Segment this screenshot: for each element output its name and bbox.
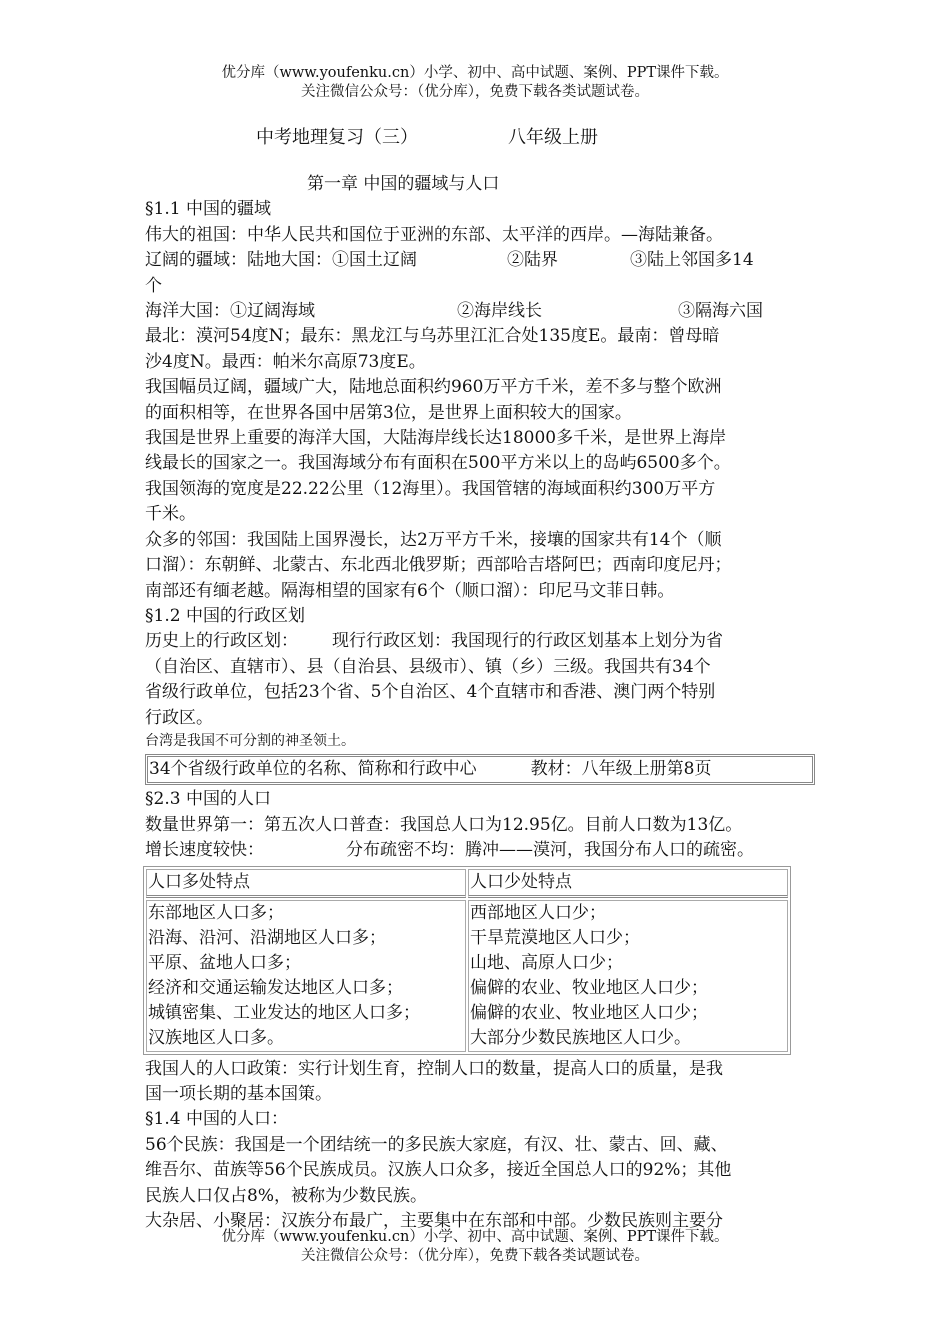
table-cell: 山地、高原人口少；	[470, 952, 623, 973]
paragraph: 行政区。	[145, 707, 213, 728]
paragraph: 千米。	[145, 504, 196, 525]
paragraph: 我国是世界上重要的海洋大国，大陆海岸线长达18000多千米，是世界上海岸	[145, 428, 727, 449]
paragraph: 我国幅员辽阔，疆域广大，陆地总面积约960万平方千米，差不多与整个欧洲	[145, 377, 722, 398]
paragraph: 我国人的人口政策：实行计划生育，控制人口的数量，提高人口的质量，是我	[145, 1058, 723, 1079]
reference-box-source: 教材：八年级上册第8页	[530, 758, 712, 779]
paragraph: 我国领海的宽度是22.22公里（12海里）。我国管辖的海域面积约300万平方	[145, 478, 716, 499]
paragraph: 增长速度较快： 分布疏密不均：腾冲——漠河，我国分布人口的疏密。	[145, 840, 754, 861]
title-grade: 八年级上册	[508, 127, 598, 148]
paragraph: 数量世界第一：第五次人口普查：我国总人口为12.95亿。目前人口数为13亿。	[145, 814, 743, 835]
table-col-sparse	[468, 900, 788, 1052]
page-header	[0, 64, 950, 102]
table-col-dense	[146, 900, 466, 1052]
table-cell: 干旱荒漠地区人口少；	[470, 927, 640, 948]
section-heading-2-3: §2.3 中国的人口	[145, 789, 271, 810]
page-footer	[0, 1228, 950, 1266]
paragraph: 最北：漠河54度N；最东：黑龙江与乌苏里江汇合处135度E。最南：曾母暗	[145, 326, 720, 347]
paragraph: 南部还有缅老越。隔海相望的国家有6个（顺口溜）：印尼马文菲日韩。	[145, 580, 675, 601]
section-heading-1-4: §1.4 中国的人口：	[145, 1109, 288, 1130]
section-heading-1-1: §1.1 中国的疆域	[145, 199, 271, 220]
paragraph: 众多的邻国：我国陆上国界漫长，达2万平方千米，接壤的国家共有14个（顺	[145, 529, 722, 550]
header-line-1: 优分库（www.youfenku.cn）小学、初中、高中试题、案例、PPT课件下载。	[221, 65, 729, 81]
paragraph: 维吾尔、苗族等56个民族成员。汉族人口众多，接近全国总人口的92%；其他	[145, 1160, 732, 1181]
paragraph: 辽阔的疆域：陆地大国：①国土辽阔 ②陆界 ③陆上邻国多14	[145, 250, 754, 271]
header-line-2: 关注微信公众号：（优分库），免费下载各类试题试卷。	[301, 84, 649, 100]
title-main: 中考地理复习（三）	[256, 127, 418, 148]
table-cell: 经济和交通运输发达地区人口多；	[148, 977, 403, 998]
paragraph: 口溜）：东朝鲜、北蒙古、东北西北俄罗斯；西部哈吉塔阿巴；西南印度尼丹；	[145, 555, 732, 576]
table-cell: 西部地区人口少；	[470, 902, 606, 923]
reference-box-title: 34个省级行政单位的名称、简称和行政中心	[149, 758, 477, 779]
paragraph: 国一项长期的基本国策。	[145, 1083, 332, 1104]
table-cell: 偏僻的农业、牧业地区人口少；	[470, 977, 708, 998]
table-cell: 平原、盆地人口多；	[148, 952, 301, 973]
table-header-sparse: 人口少处特点	[468, 869, 788, 898]
paragraph: 线最长的国家之一。我国海域分布有面积在500平方米以上的岛屿6500多个。	[145, 453, 731, 474]
footer-line-2: 关注微信公众号：（优分库），免费下载各类试题试卷。	[301, 1248, 649, 1264]
paragraph: 海洋大国：①辽阔海域 ②海岸线长 ③隔海六国	[145, 301, 763, 322]
table-cell: 沿海、沿河、沿湖地区人口多；	[148, 927, 386, 948]
footer-line-1: 优分库（www.youfenku.cn）小学、初中、高中试题、案例、PPT课件下载。	[221, 1229, 729, 1245]
paragraph-small: 台湾是我国不可分割的神圣领土。	[145, 732, 355, 749]
table-cell: 大部分少数民族地区人口少。	[470, 1027, 691, 1048]
paragraph: 沙4度N。最西：帕米尔高原73度E。	[145, 351, 426, 372]
table-cell: 汉族地区人口多。	[148, 1027, 284, 1048]
table-cell: 东部地区人口多；	[148, 902, 284, 923]
paragraph: （自治区、直辖市）、县（自治县、县级市）、镇（乡）三级。我国共有34个	[145, 656, 711, 677]
document-title	[256, 123, 598, 149]
paragraph: 历史上的行政区划： 现行行政区划：我国现行的行政区划基本上划分为省	[145, 631, 723, 652]
section-heading-1-2: §1.2 中国的行政区划	[145, 605, 305, 626]
table-header-dense: 人口多处特点	[146, 869, 466, 898]
table-cell: 城镇密集、工业发达的地区人口多；	[148, 1002, 420, 1023]
paragraph: 民族人口仅占8%，被称为少数民族。	[145, 1185, 427, 1206]
chapter-heading: 第一章 中国的疆域与人口	[307, 174, 500, 194]
paragraph: 个	[145, 275, 162, 296]
paragraph: 大杂居、小聚居：汉族分布最广，主要集中在东部和中部。少数民族则主要分	[145, 1211, 723, 1231]
paragraph: 56个民族：我国是一个团结统一的多民族大家庭，有汉、壮、蒙古、回、藏、	[145, 1134, 728, 1155]
table-cell: 偏僻的农业、牧业地区人口少；	[470, 1002, 708, 1023]
paragraph: 伟大的祖国：中华人民共和国位于亚洲的东部、太平洋的西岸。—海陆兼备。	[145, 224, 723, 245]
population-table	[143, 866, 791, 1055]
document-body	[145, 172, 815, 1234]
paragraph: 的面积相等，在世界各国中居第3位，是世界上面积较大的国家。	[145, 402, 632, 423]
paragraph: 省级行政单位，包括23个省、5个自治区、4个直辖市和香港、澳门两个特别	[145, 682, 716, 703]
reference-box	[145, 754, 815, 785]
